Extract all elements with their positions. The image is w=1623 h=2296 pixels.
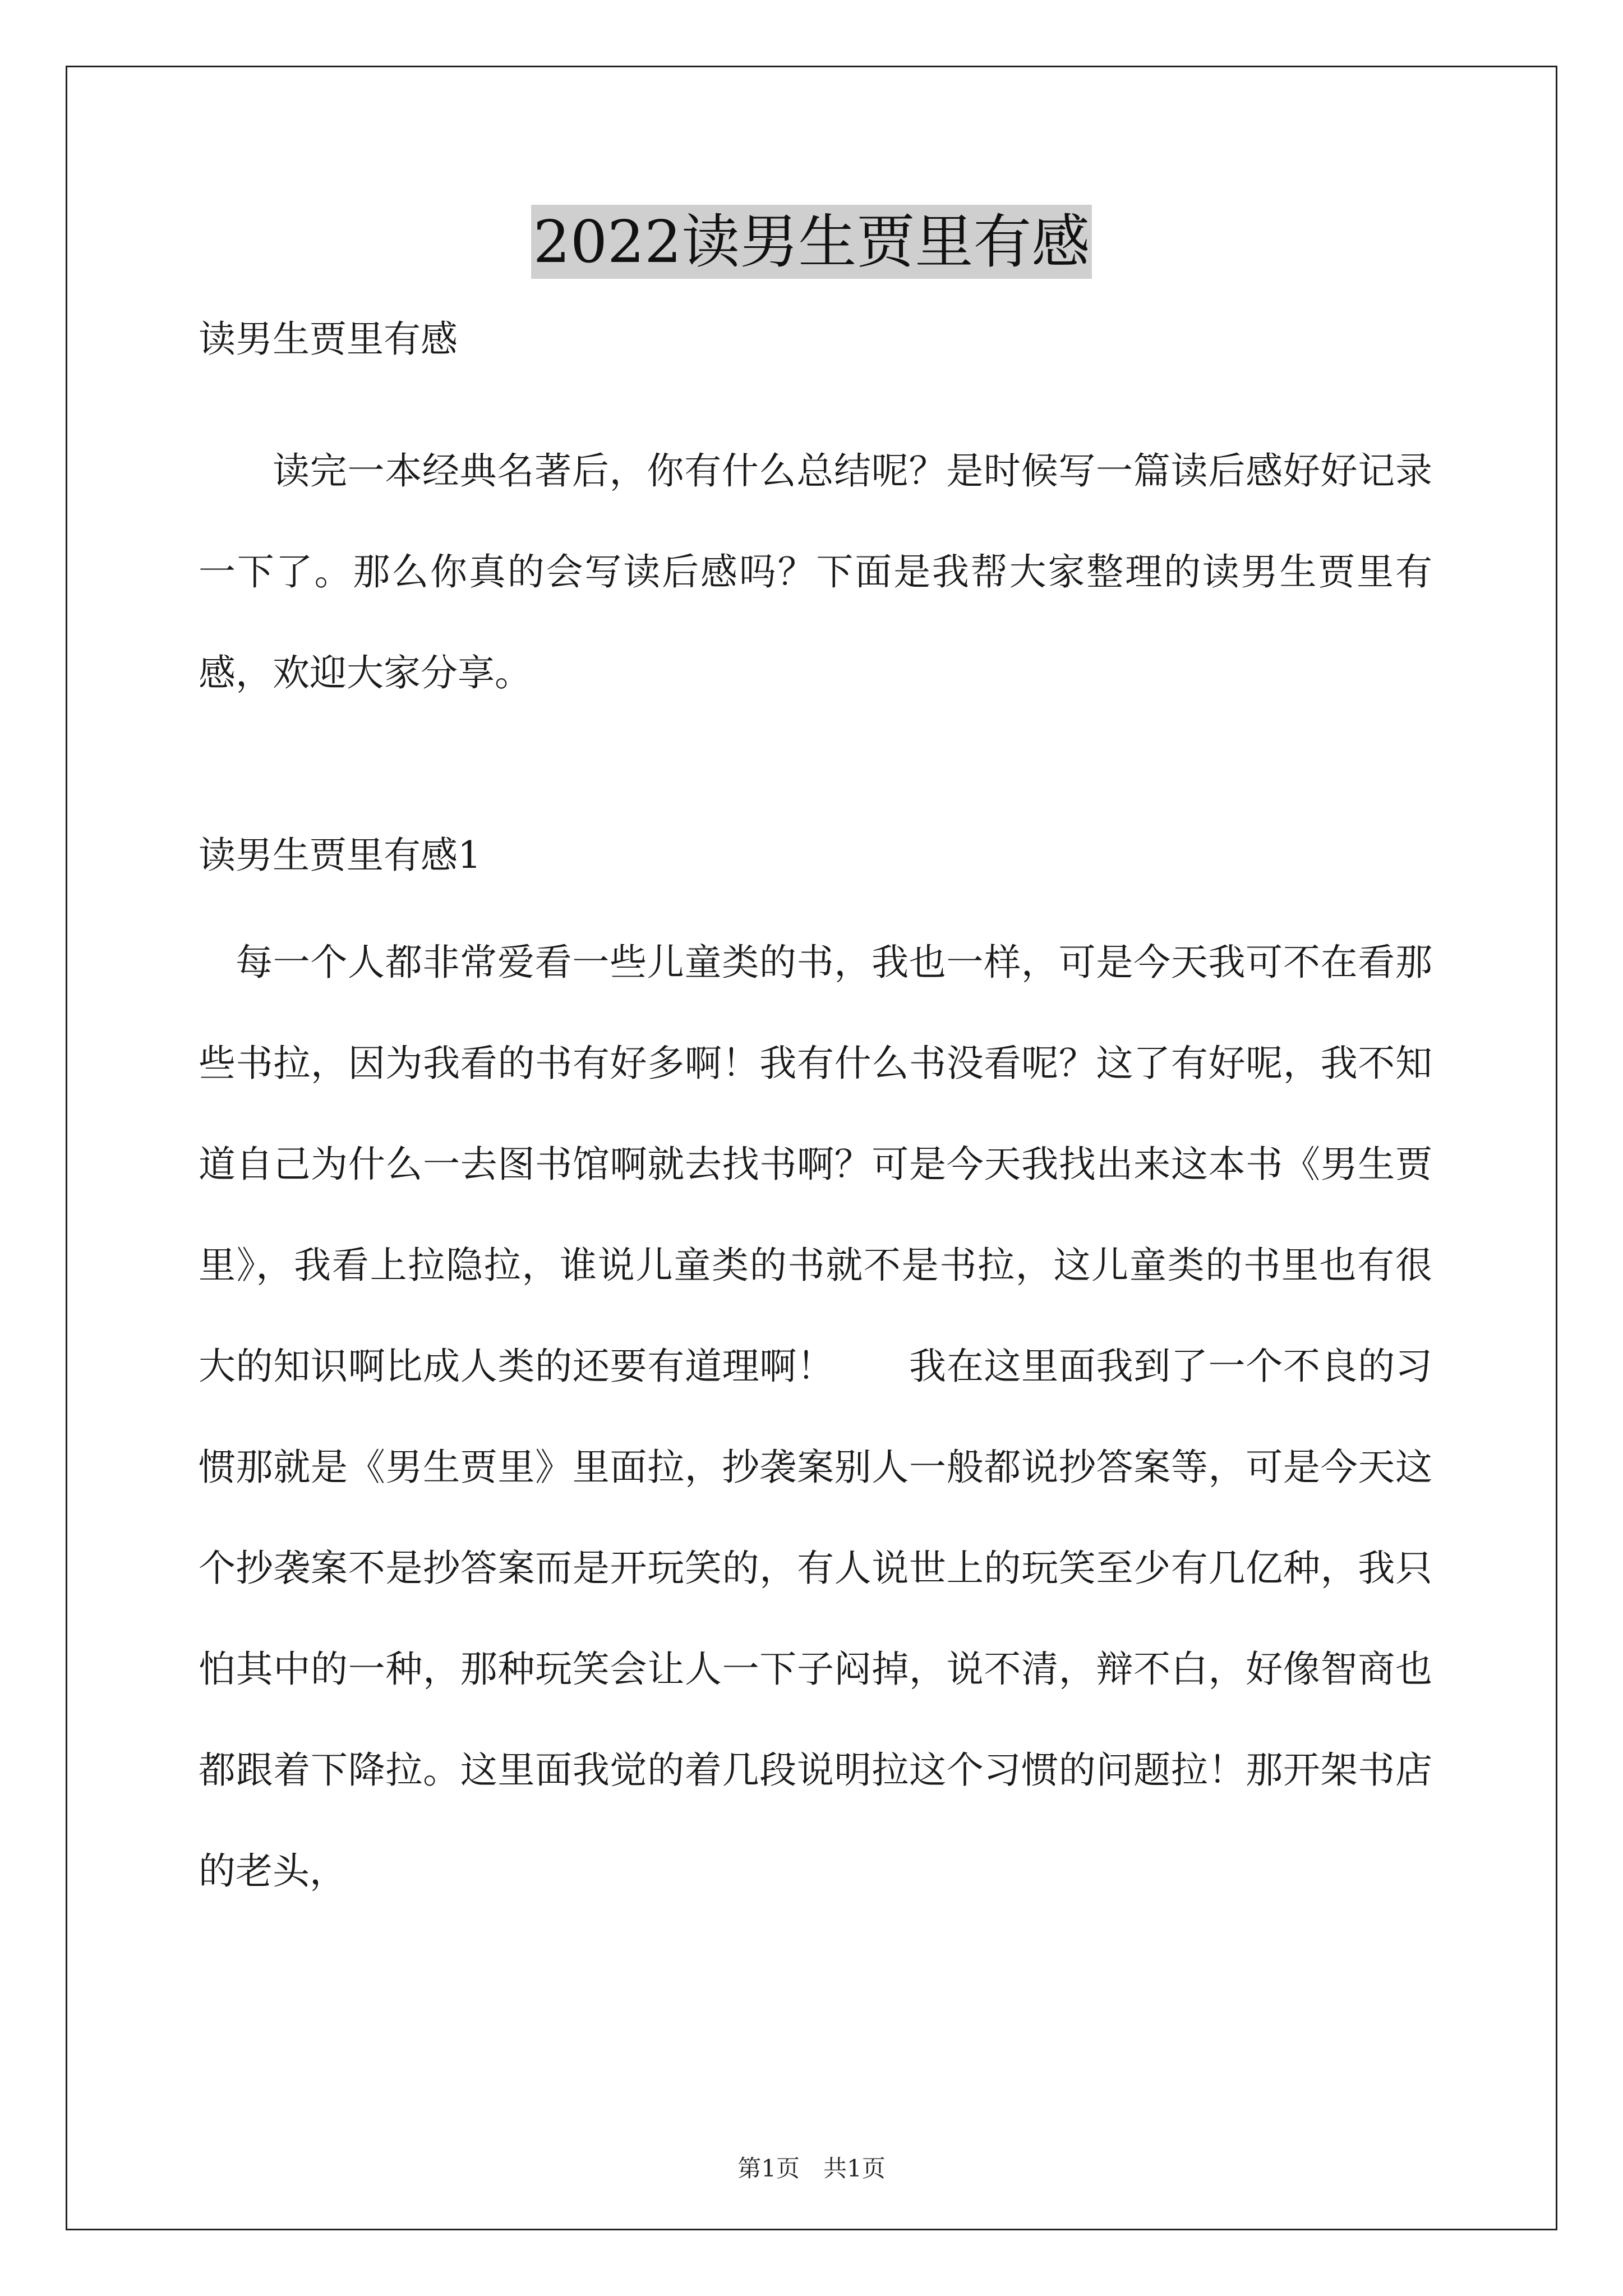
document-title: 2022读男生贾里有感	[531, 205, 1092, 279]
spacer	[199, 881, 1432, 912]
intro-paragraph: 读完一本经典名著后，你有什么总结呢？是时候写一篇读后感好好记录一下了。那么你真的会写读后感吗？下面是我帮大家整理的读男生贾里有感，欢迎大家分享。	[199, 449, 1432, 694]
spacer	[199, 724, 1432, 830]
section-paragraph: 每一个人都非常爱看一些儿童类的书，我也一样，可是今天我可不在看那些书拉，因为我看的书有好多啊！我有什么书没看呢？这了有好呢，我不知道自己为什么一去图书馆啊就去找书啊？可是今天我找出来这本书《男生贾里》，我看上拉隐拉，谁说儿童类的书就不是书拉，这儿童类的书里也有很大的知识啊比成人类的还要有道理啊！ 我在这里面我到了一个不良的习惯那就是《男生贾里》里面拉，抄袭案别人一般都说抄答案等，可是今天这个抄袭案不是抄答案而是开玩笑的，有人说世上的玩笑至少有几亿种，我只怕其中的一种，那种玩笑会让人一下子闷掉，说不清，辩不白，好像智商也都跟着下降拉。这里面我觉的着几段说明拉这个习惯的问题拉！那开架书店的老头，	[199, 941, 1432, 1893]
title-container	[0, 205, 1623, 279]
document-body	[199, 314, 1432, 1922]
spacer	[199, 365, 1432, 421]
section-heading: 读男生贾里有感1	[199, 834, 481, 877]
page-footer: 第1页 共1页	[737, 2155, 886, 2182]
subtitle: 读男生贾里有感	[199, 318, 458, 361]
